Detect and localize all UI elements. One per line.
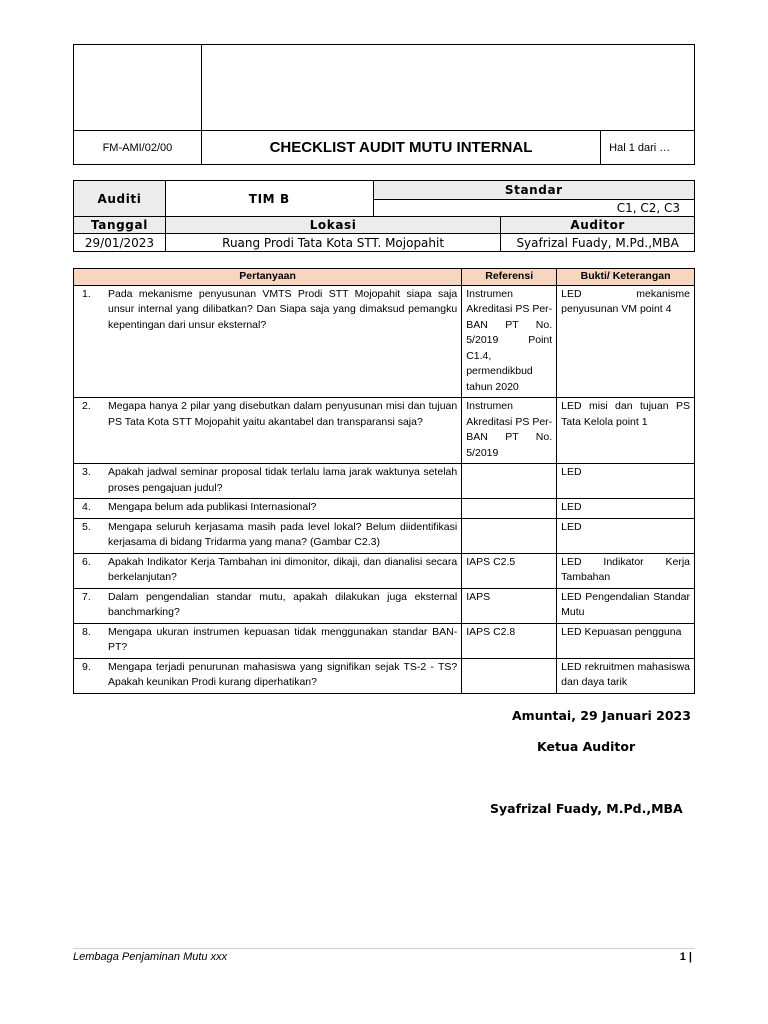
question-cell (74, 623, 462, 658)
footer-divider (73, 948, 695, 949)
evidence-cell: LED Indikator Kerja Tambahan (557, 553, 695, 588)
lokasi-value: Ruang Prodi Tata Kota STT. Mojopahit (165, 234, 500, 252)
question-cell (74, 398, 462, 464)
signature-role: Ketua Auditor (537, 739, 636, 754)
tanggal-label: Tanggal (74, 217, 166, 234)
question-number: 5. (82, 520, 91, 533)
document-title: CHECKLIST AUDIT MUTU INTERNAL (201, 131, 600, 165)
table-row (74, 658, 695, 693)
question-number: 1. (82, 287, 91, 300)
question-number: 3. (82, 466, 91, 478)
col-header-pertanyaan: Pertanyaan (74, 269, 462, 286)
reference-cell (462, 499, 557, 519)
question-cell (74, 588, 462, 623)
question-cell (74, 285, 462, 398)
standar-label: Standar (373, 181, 694, 200)
evidence-cell: LED (557, 499, 695, 519)
signature-place-date: Amuntai, 29 Januari 2023 (512, 708, 691, 723)
question-cell (74, 518, 462, 553)
lokasi-label: Lokasi (165, 217, 500, 234)
col-header-bukti: Bukti/ Keterangan (557, 269, 695, 286)
question-text: Dalam pengendalian standar mutu, apakah dilakukan juga eksternal banchmarking? (108, 590, 458, 618)
evidence-cell: LED (557, 518, 695, 553)
checklist-table (73, 268, 695, 694)
evidence-cell: LED misi dan tujuan PS Tata Kelola point 1 (557, 398, 695, 464)
table-row (74, 464, 695, 499)
question-number: 6. (82, 555, 91, 568)
table-row (74, 623, 695, 658)
signature-name: Syafrizal Fuady, M.Pd.,MBA (490, 801, 683, 816)
question-number: 7. (82, 590, 91, 603)
question-text: Mengapa seluruh kerjasama masih pada level lokal? Belum diidentifikasi kerjasama di bidang Tridarma yang mana? (Gambar C2.3) (108, 520, 458, 548)
evidence-cell: LED (557, 464, 695, 499)
question-number: 2. (82, 400, 91, 412)
reference-cell (462, 518, 557, 553)
reference-cell (462, 464, 557, 499)
table-row (74, 588, 695, 623)
question-cell (74, 499, 462, 519)
auditi-value: TIM B (165, 181, 373, 217)
question-cell (74, 553, 462, 588)
reference-cell: IAPS (462, 588, 557, 623)
auditi-label: Auditi (74, 181, 166, 217)
table-row (74, 285, 695, 398)
question-text: Mengapa terjadi penurunan mahasiswa yang signifikan sejak TS-2 - TS? Apakah keunikan Prodi kurang diperhatikan? (108, 660, 458, 688)
question-number: 8. (82, 625, 91, 638)
evidence-cell: LED rekruitmen mahasiswa dan daya tarik (557, 658, 695, 693)
footer-org: Lembaga Penjaminan Mutu xxx (73, 951, 228, 963)
question-text: Megapa hanya 2 pilar yang disebutkan dalam penyusunan misi dan tujuan PS Tata Kota STT Mojopahit yaitu akantabel dan transparansi saja? (108, 400, 458, 428)
table-row (74, 518, 695, 553)
reference-cell: IAPS C2.8 (462, 623, 557, 658)
standar-value: C1, C2, C3 (373, 200, 694, 217)
question-text: Apakah Indikator Kerja Tambahan ini dimonitor, dikaji, dan dianalisi secara berkelanjutan? (108, 555, 458, 583)
table-row (74, 553, 695, 588)
question-number: 9. (82, 660, 91, 673)
document-header (73, 44, 695, 165)
page-count-label: Hal 1 dari … (601, 131, 695, 165)
question-text: Mengapa belum ada publikasi Internasional? (108, 501, 317, 513)
question-cell (74, 464, 462, 499)
evidence-cell: LED Pengendalian Standar Mutu (557, 588, 695, 623)
footer-page-number: 1 | (679, 951, 692, 963)
reference-cell: IAPS C2.5 (462, 553, 557, 588)
reference-cell: Instrumen Akreditasi PS Per-BAN PT No. 5/2019 Point C1.4, permendikbud tahun 2020 (462, 285, 557, 398)
auditor-label: Auditor (501, 217, 695, 234)
tanggal-value: 29/01/2023 (74, 234, 166, 252)
auditor-value: Syafrizal Fuady, M.Pd.,MBA (501, 234, 695, 252)
evidence-cell: LED Kepuasan pengguna (557, 623, 695, 658)
question-cell (74, 658, 462, 693)
table-row (74, 398, 695, 464)
question-text: Pada mekanisme penyusunan VMTS Prodi STT Mojopahit siapa saja unsur internal yang dilibatkan? Dan Siapa saja yang dimaksud pemangku kepentingan dari unsur eksternal? (108, 287, 458, 331)
form-code: FM-AMI/02/00 (74, 131, 202, 165)
reference-cell: Instrumen Akreditasi PS Per-BAN PT No. 5/2019 (462, 398, 557, 464)
header-blank-cell (201, 45, 694, 131)
reference-cell (462, 658, 557, 693)
table-row (74, 499, 695, 519)
question-text: Apakah jadwal seminar proposal tidak terlalu lama jarak waktunya setelah proses pengajuan judul? (108, 466, 458, 494)
logo-cell (74, 45, 202, 131)
evidence-cell: LED mekanisme penyusunan VM point 4 (557, 285, 695, 398)
question-text: Mengapa ukuran instrumen kepuasan tidak menggunakan standar BAN-PT? (108, 625, 458, 653)
audit-info-table (73, 180, 695, 252)
col-header-referensi: Referensi (462, 269, 557, 286)
question-number: 4. (82, 501, 91, 513)
